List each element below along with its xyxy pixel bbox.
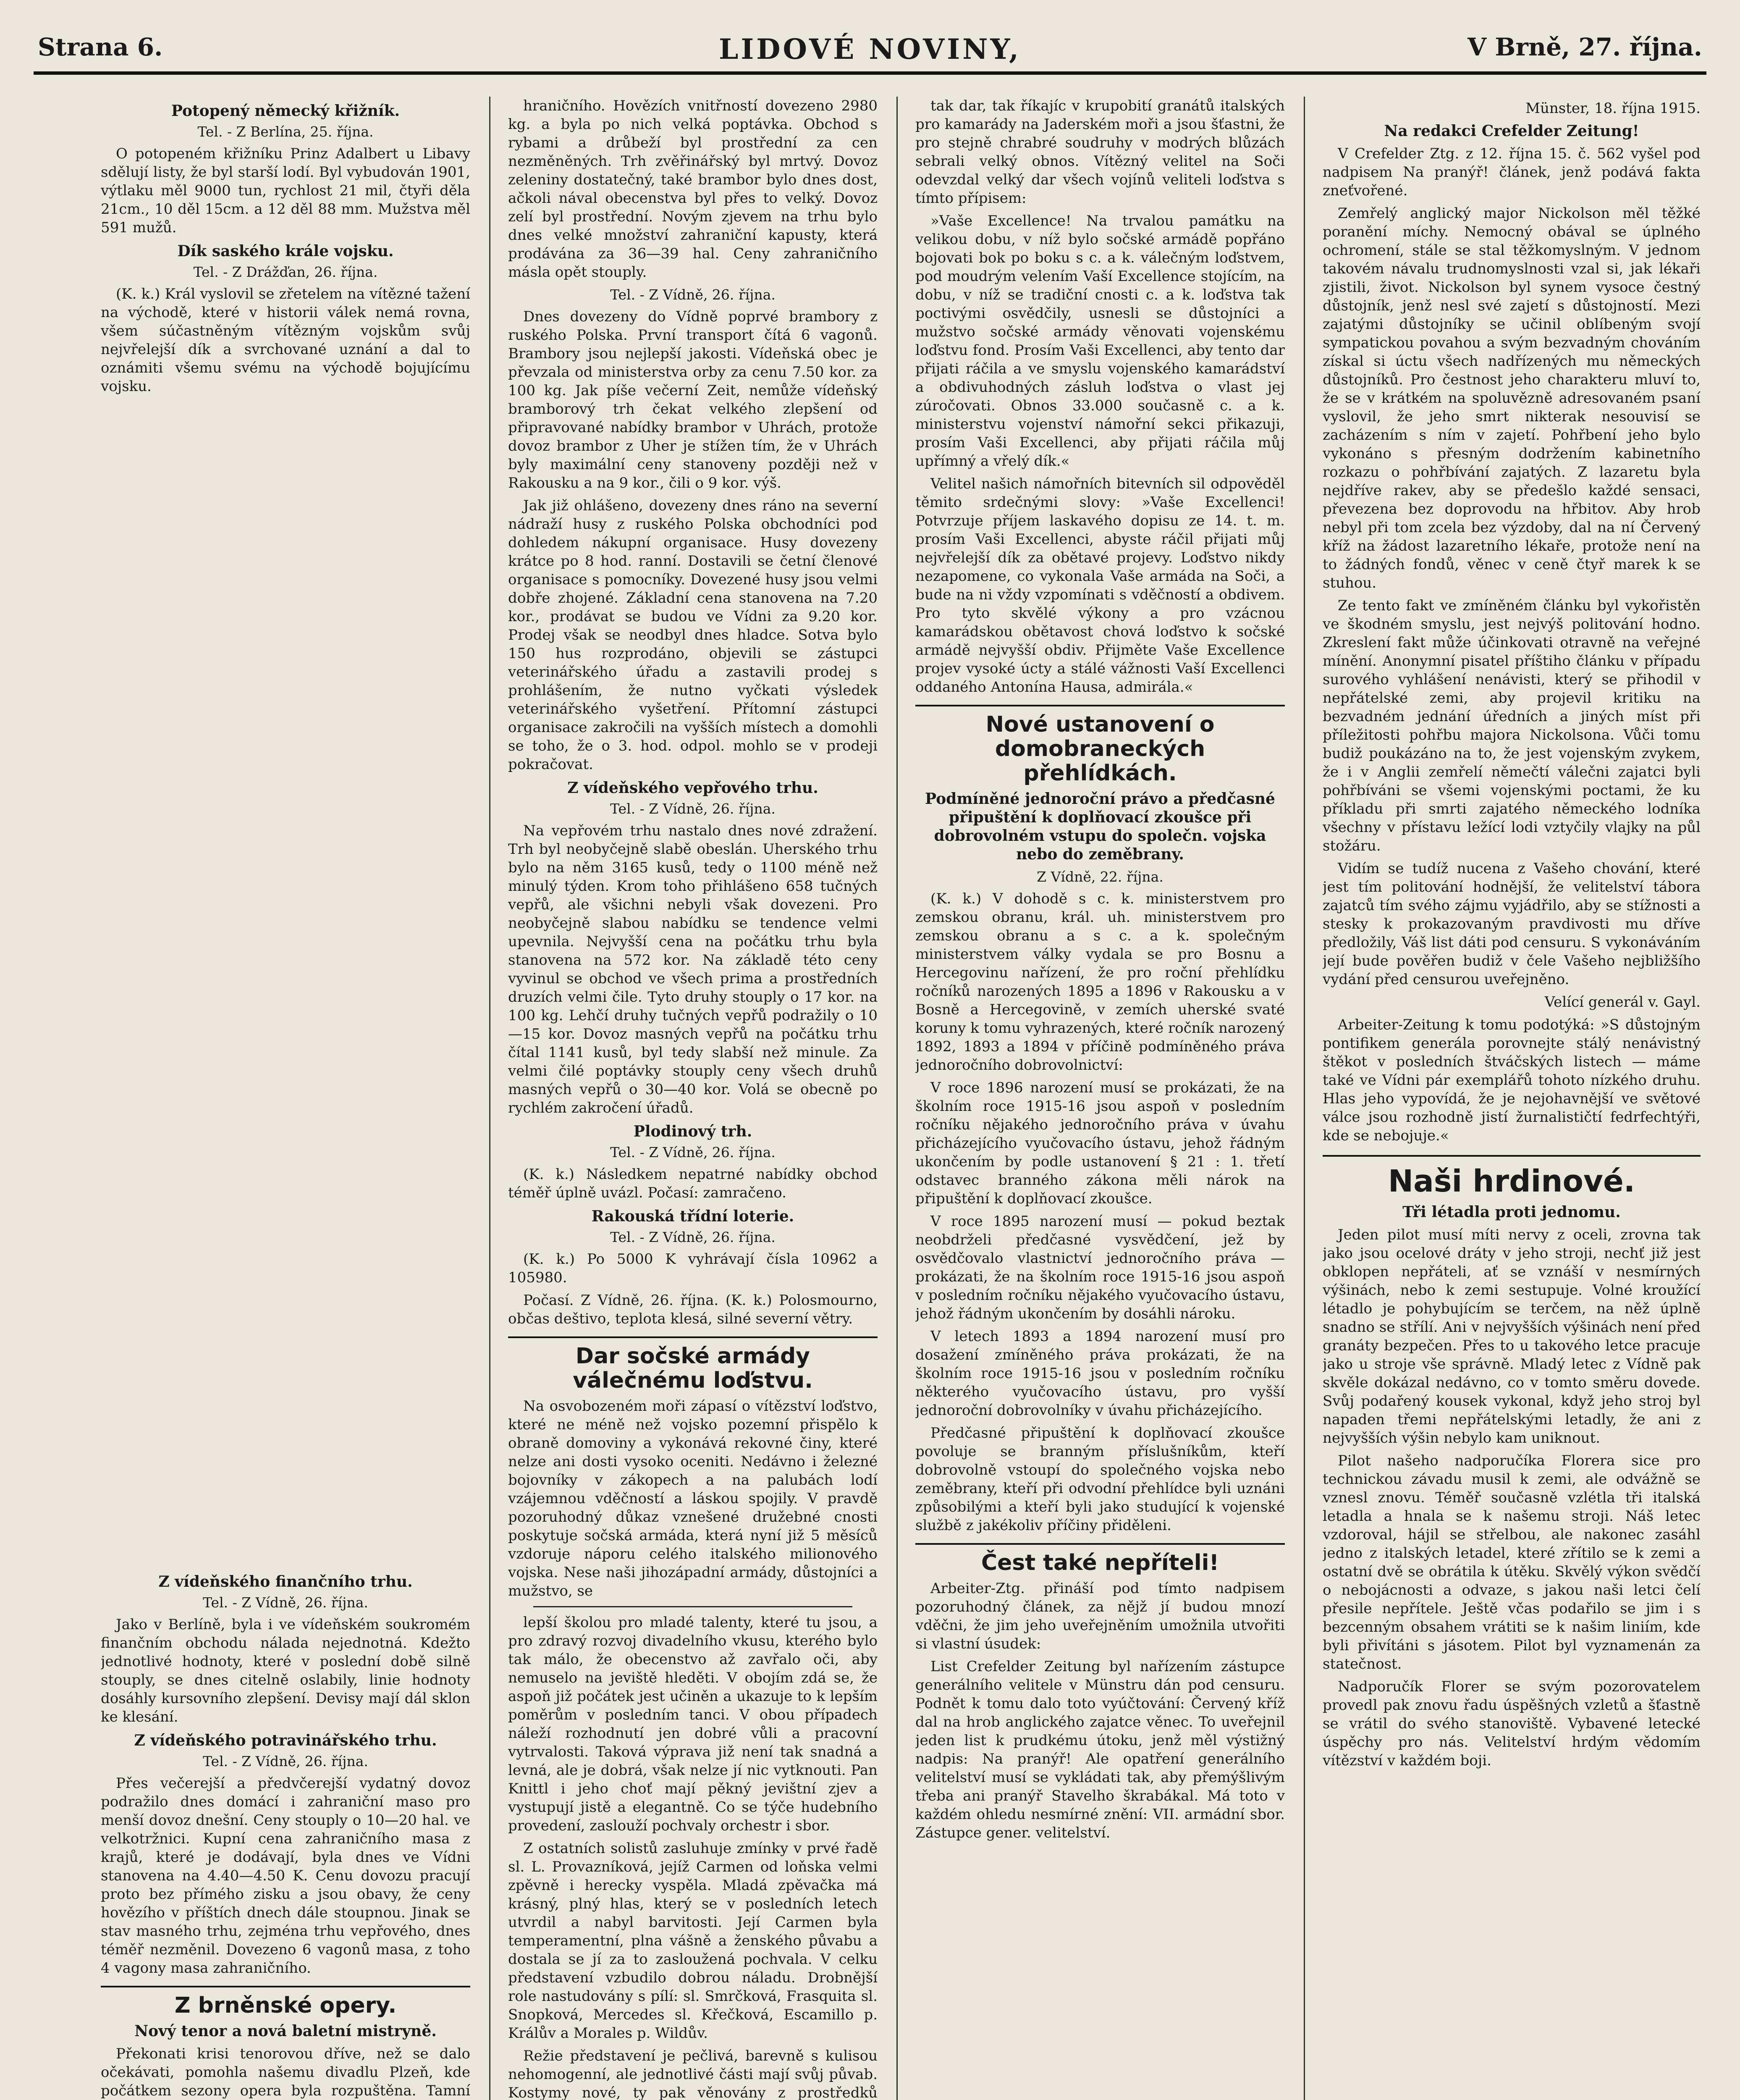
article-title: Plodinový trh. (633, 1123, 752, 1140)
article-paragraph: Režie představení je pečlivá, barevně s kulisou nehomogenní, ale jednotlivé části mají svůj půvab. Kostymy nové, ty pak věnovány z prostředků (508, 2048, 878, 2100)
article-paragraph: (K. k.) Po 5000 K vyhrávají čísla 10962 a 105980. (508, 1251, 878, 1286)
article-paragraph: V roce 1895 narození musí — pokud beztak neobdrželi předčasné vysvědčení, jež by osvědčovalo vlastnictví jednoročního práva — prokázati, že na školním roce 1915-16 jsou aspoň v posledním ročníku nějakého vyučovacího ústavu, jehož řádným ukončením by dosáhli nároku. (915, 1213, 1285, 1322)
dateline: Tel. - Z Vídně, 26. října. (610, 1144, 776, 1160)
column-3 (915, 97, 1285, 2100)
article-paragraph: Velitel našich námořních bitevních sil odpověděl těmito srdečnými slovy: »Vaše Excellenci! Potvrzuje příjem laskavého dopisu ze 14. t. m. prosím Vaši Excellenci, abyste ráčil přijati můj nejvřelejší dík za obětavé projevy. Loďstvo nikdy nezapomene, co vykonala Vaše armáda na Soči, a bude na ni vždy vzpomínati s vděčností a obdivem. Pro tyto skvělé výkony a pro vzácnou kamarádskou obětavost chová loďstvo k sočské armádě nejvyšší obdiv. Přijměte Vaše Excellence projev vysoké úcty a stálé vážnosti Vaší Excellenci oddaného Antonína Hausa, admirála.« (915, 475, 1285, 696)
article-paragraph: Na osvobozeném moři zápasí o vítězství loďstvo, které ne méně než vojsko pozemní přispělo k obraně domoviny a vykonává rekovné činy, které nelze ani dosti vysoko oceniti. Nedávno i železné bojovníky v zákopech a na palubách lodí vzájemnou vděčností a láskou spojily. V pravdě pozoruhodný důkaz vznešené družebné cnosti poskytuje sočská armáda, která nyní již 5 měsíců vzdoruje náporu celého italského milionového vojska. Nese naši jihozápadní armády, důstojníci a mužstvo, se (508, 1398, 878, 1599)
opera-headline: Z brněnské opery. (101, 1986, 470, 2018)
article-paragraph: tak dar, tak říkajíc v krupobití granátů italských pro kamarády na Jaderském moři a jsou šťastni, že pro stejně chrabré soudruhy v modrých blůzách sebrali velký obnos. Vítězný velitel na Soči odevzdal velký dar všech vojínů veliteli loďstva s tímto přípisem: (915, 97, 1285, 207)
article-paragraph: Jeden pilot musí míti nervy z oceli, zrovna tak jako jsou ocelové dráty v jeho stroji, nechť již jest obklopen nepřáteli, ať se vznáší v nesmírných výšinách, nebo k zemi sestupuje. Volné kroužící létadlo je pohybujícím se terčem, na něž úplně snadno se střílí. Ani v nejvyšších výšinách není před granáty bezpečen. Přes to u takového letce pracuje jako u stroje vše správně. Mladý letec z Vídně pak skvěle dokázal nedávno, co v tomto směru dovede. Svůj podařený kousek vykonal, když jeho stroj byl napaden třemi nepřátelskými letadly, že ani z nejvyšších výšin nebylo kam uniknout. (1323, 1226, 1701, 1446)
signature: Velící generál v. Gayl. (1544, 994, 1701, 1011)
article-paragraph: Jak již ohlášeno, dovezeny dnes ráno na severní nádraží husy z ruského Polska obchodníci pod dohledem nákupní organisace. Husy dovezeny krátce po 8 hod. ranní. Dostavili se četní členové organisace s pomocníky. Dovezené husy jsou velmi dobře zhojené. Základní cena stanovena na 7.20 kor., prodávat se budou ve Vídni za 9.20 kor. Prodej však se neodbyl dnes hladce. Sotva bylo 150 hus rozprodáno, objevili se zástupci veterinářského úřadu a zastavili prodej s prohlášením, že nutno vyčkati výsledek veterinářského vyšetření. Přítomní zástupci organisace zakročili na vyšších místech a domohli se toho, že o 3. hod. odpol. mohlo se v prodeji pokračovat. (508, 497, 878, 773)
column-2 (508, 97, 878, 2100)
article-paragraph: Předčasné připuštění k doplňovací zkoušce povoluje se branným příslušníkům, kteří dobrovolně vstoupí do společného vojska nebo zeměbrany, kteří při odvodní přehlídce byli uznáni způsobilými a kteří byli jako studující k vojenské službě z jakékoliv příčiny přiděleni. (915, 1425, 1285, 1534)
letter-addressee: Na redakci Crefelder Zeitung! (1384, 122, 1639, 140)
article-paragraph: (K. k.) V dohodě s c. k. ministerstvem pro zemskou obranu, král. uh. ministerstvem pro zemskou obranu a s c. a k. společným ministerstvem války vydala se pro Bosnu a Hercegovinu nařízení, že pro roční přehlídku ročníků narozených 1895 a 1896 v Rakousku a v Bosně a Hercegovině, v zemích uherské svaté koruny k tomu vyhrazených, které ročník narozený 1892, 1893 a 1894 v příčině podmíněného práva jednoročního dobrovolnictví: (915, 890, 1285, 1074)
column-rule (489, 97, 490, 2100)
article-title: Z vídeňského vepřového trhu. (567, 779, 818, 797)
dateline: Tel. - Z Vídně, 26. října. (610, 286, 776, 303)
blank-area (101, 400, 470, 1567)
article-paragraph: Arbeiter-Ztg. přináší pod tímto nadpisem pozoruhodný článek, za nějž jí budou mnozí vděčni, že jim jeho uveřejněním umožnila utvořiti si vlastní úsudek: (915, 1580, 1285, 1652)
article-paragraph: Dnes dovezeny do Vídně poprvé brambory z ruského Polska. První transport čítá 6 vagonů. Brambory jsou nejlepší jakosti. Vídeňská obec je převzala od ministerstva orby za cenu 7.50 kor. za 100 kg. Jak píše večerní Zeit, nemůže vídeňský bramborový trh čekat velkého zlepšení od připravované nabídky brambor v Uhrách, protože dovoz brambor z Uher je stížen tím, že v Uhrách byly maximální ceny stanoveny později než v Rakousku a na 9 kor., čili o 9 kor. výš. (508, 308, 878, 491)
navy-headline: Dar sočské armády válečnému loďstvu. (508, 1336, 878, 1393)
article-paragraph: »Vaše Excellence! Na trvalou památku na velikou dobu, v níž bylo sočské armádě popřáno bojovati bok po boku s c. a k. válečným loďstvem, pod moudrým velením Vaší Excellence stojícím, na dobu, v níž se tradiční cnosti c. a k. loďstva tak poctivými osvědčily, usnesli se důstojníci a mužstvo sočské armády věnovati vojenskému loďstvu fond. Prosím Vaši Excellenci, aby tento dar přijati ráčila a ve smyslu vojenského kamarádství a obdivuhodných zásluh loďstva o vlast jej zúročovati. Obnos 33.000 současně c. a k. ministerstvu vojenství námořní sekci přikazuji, prosím Vaši Excellenci, aby přijati ráčila můj upřímný a vřelý dík.« (915, 213, 1285, 470)
article-paragraph: Z ostatních solistů zasluhuje zmínky v prvé řadě sl. L. Provazníková, jejíž Carmen od loňska velmi zpěvně i herecky vyspěla. Mladá zpěvačka má krásný, plný hlas, který se v posledních letech utvrdil a nabyl barvitosti. Její Carmen byla temperamentní, plna vášně a ženského půvabu a dostala se jí za to zasloužená pochvala. V celku představení vzbudilo dobrou náladu. Drobnější role nastudovány s pílí: sl. Smrčková, Frasquita sl. Snopková, Mercedes sl. Křečková, Escamillo p. Králův a Morales p. Wildův. (508, 1840, 878, 2042)
article-paragraph: Na vepřovém trhu nastalo dnes nové zdražení. Trh byl neobyčejně slabě obeslán. Uherského trhu bylo na něm 3165 kusů, tedy o 1100 méně než minulý týden. Krom toho přihlášeno 658 tučných vepřů, ale všichni nebyli však dovezeni. Pro neobyčejně slabou nabídku se tendence velmi upevnila. Nejvyšší cena na počátku trhu byla stanovena na 572 kor. Na základě této ceny vyvinul se obchod ve všech prima a prostředních druzích velmi čile. Tyto druhy stouply o 17 kor. na 100 kg. Lehčí druhy tučných vepřů podražily o 10—15 kor. Dovoz masných vepřů na počátku trhu čítal 1141 kusů, byl tedy slabší než minule. Za velmi čilé poptávky stouply ceny všech druhů masných vepřů o 30—40 kor. Volá se obecně po rychlém zakročení úřadů. (508, 822, 878, 1116)
newspaper-title: LIDOVÉ NOVINY, (719, 33, 1021, 66)
issue-date: V Brně, 27. října. (1467, 33, 1702, 61)
article-title: Rakouská třídní loterie. (591, 1208, 794, 1225)
article-paragraph: List Crefelder Zeitung byl nařízením zástupce generálního velitele v Münstru dán pod censuru. Podnět k tomu dalo toto vyúčtování: Červený kříž dal na hrob anglického zajatce věnec. To uveřejnil jeden list k prudkému útoku, jenž měl výstižný nadpis: Na pranýř! Ale opatření generálního velitelství musí se vykládati tak, aby přemýšlivým třeba ani pranýř Stavelho škrabákal. Má toto v každém ohledu nesmírné znění: VII. armádní sbor. Zástupce gener. velitelství. (915, 1658, 1285, 1841)
article-paragraph: hraničního. Hovězích vnitřností dovezeno 2980 kg. a byla po nich velká poptávka. Obchod s rybami a drůbeží byl prostřední za cen nezměněných. Trh zvěřinářský byl mrtvý. Dovoz zeleniny dostatečný, také brambor bylo dnes dost, ačkoli nával obecenstva byl přes to velký. Dovoz zelí byl prostřední. Novým zjevem na trhu bylo dnes velké množství zahraniční kapusty, která prodávána za 36—39 hal. Ceny zahraničního másla opět stouply. (508, 97, 878, 281)
article-paragraph: Vidím se tudíž nucena z Vašeho chování, které jest tím politování hodnější, že velitelství tábora zajatců tím svého zájmu vyjádřilo, aby se stížnosti a stesky k prokazovaným pravdivosti mu dříve předložily, Váš list dáti pod censuru. S vykonáváním její bude pověřen budiž v čele Vašeho nejbližšího vydání před censurou uveřejněno. (1323, 860, 1701, 988)
dateline: Tel. - Z Vídně, 26. října. (610, 801, 776, 817)
masthead (34, 25, 1706, 75)
article-paragraph: V Crefelder Ztg. z 12. října 15. č. 562 vyšel pod nadpisem Na pranýř! článek, jenž podává fakta zneťvořené. (1323, 145, 1701, 199)
column-4 (1323, 97, 1701, 2100)
honor-headline: Čest také nepříteli! (915, 1543, 1285, 1575)
heroes-headline: Naši hrdinové. (1323, 1155, 1701, 1198)
article-paragraph: Přes večerejší a předvčerejší vydatný dovoz podražilo dnes domácí i zahraniční maso pro menší dovoz dnešní. Ceny stouply o 10—20 hal. ve velkotržnici. Kupní cena zahraničního masa z krajů, které je dodávají, byla dnes ve Vídni stanovena na 4.40—4.50 K. Cenu dovozu pracují proto bez přímého zisku a jsou obavy, že ceny hovězího v příštích dnech dále stoupnou. Jinak se stav masného trhu, zejména trhu vepřového, dnes téměř nezměnil. Dovezeno 6 vagonů masa, z toho 4 vagony masa zahraničního. (101, 1775, 470, 1977)
article-paragraph: Překonati krisi tenorovou dříve, než se dalo očekávati, pomohla našemu divadlu Plzeň, kde počátkem sezony opera byla rozpuštěna. Tamní (101, 2045, 470, 2099)
article-paragraph: Ze tento fakt ve zmíněném článku byl vykořistěn ve škodném smyslu, jest nejvýš politování hodno. Zkreslení fakt může účinkovati otravně na veřejné mínění. Anonymní pisatel příštiho článku v případu surového vyhlášení nenávisti, který se přihodil v nepřátelské zemi, aby projevil kritiku na bezvadném jednání úředních a jiných míst při příležitosti pohřbu majora Nickolsona. Vůči tomu budiž poukázáno na to, že jest vojenským zvykem, že i v Anglii zemřelí němečtí válečni zajatci byli pohřbíváni se všemi vojenskými poctami, že ku příkladu při smrti zajatého německého lodníka všechny v přístavu ležící lodi vztyčily vlajky na půl stožáru. (1323, 597, 1701, 854)
article-paragraph: Zemřelý anglický major Nickolson měl těžké poranění míchy. Nemocný obával se úplného ochromení, stále se stal těžkomyslným. V jednom takovém návalu trudnomyslnosti vzal si, jak lékaři zjistili, život. Nickolson byl synem vysoce čestný důstojník, jenž nesl své zajetí s důstojností. Mezi zajatými důstojníky se učinil oblíbeným svojí sympatickou povahou a svým bezvadným chováním získal si úctu všech nadřízených mu německých důstojníků. Pro čestnost jeho charakteru mluví to, že se v krátkém na spoluvězně adresovaném psaní vyslovil, že jeho smrt nikterak nesouvisí se zacházením s ním v zajetí. Pohřbení jeho bylo vykonáno s přesným dodržením kabinetního rozkazu o pohřbívání zajatých. Z lazaretu byla nejdříve rakev, aby se předešlo každé sensaci, převezena bez doprovodu na hřbitov. Aby hrob nebyl při tom zcela bez výzdoby, dal na ní Červený kříž na žádost lazaretního lékaře, protože není na to žádných fondů, věnec v ceně čtyř marek k se stuhou. (1323, 205, 1701, 591)
reform-subheadline: Podmíněné jednoroční právo a předčasné připuštění k doplňovací zkoušce při dobrovolném vstupu do společn. vojska nebo do zeměbrany. (925, 790, 1275, 863)
article-paragraph: lepší školou pro mladé talenty, které tu jsou, a pro zdravý rozvoj divadelního vkusu, kterého bylo tak málo, že obecenstvo až zavřalo oči, aby nemuselo na jeviště hleděti. V obojím zdá se, že aspoň již počátek jest učiněn a ukazuje to k lepším poměrům v posledním tanci. V obou případech náleží rozhodnutí jen dobré vůli a pracovní vytrvalosti. Taková výprava již není tak snadná a levná, ale je dobrá, však nelze jí nic vytknouti. Pan Knittl i jeho choť mají pěkný jevištní zjev a vystupují jistě a elegantně. Co se týče hudebního provedení, zaslouží pochvaly orchestr i sbor. (508, 1614, 878, 1834)
article-paragraph: O potopeném křižníku Prinz Adalbert u Libavy sdělují listy, že byl starší lodí. Byl vybudován 1901, výtlaku měl 9000 tun, rychlost 21 mil, čtyři děla 21cm., 10 děl 15cm. a 12 děl 88 mm. Mužstva měl 591 mužů. (101, 145, 470, 236)
article-title: Z vídeňského finančního trhu. (158, 1573, 413, 1591)
opera-subheadline: Nový tenor a nová baletní mistryně. (134, 2022, 437, 2040)
weather-note: Počasí. Z Vídně, 26. října. (K. k.) Polosmourno, občas deštivo, teplota klesá, silné severní větry. (508, 1292, 878, 1327)
article-paragraph: Jako v Berlíně, byla i ve vídeňském soukromém finančním obchodu nálada nejednotná. Kdežto jednotlivé hodnoty, které v poslední době silně stouply, se dnes citelně oslabily, linie hodnoty dosáhly kursovního zlepšení. Devisy mají dál sklon ke klesání. (101, 1616, 470, 1725)
dateline: Tel. - Z Drážďan, 26. října. (193, 264, 378, 280)
heroes-subheadline: Tři létadla proti jednomu. (1402, 1203, 1621, 1221)
article-title: Z vídeňského potravinářského trhu. (134, 1732, 437, 1749)
dateline: Tel. - Z Vídně, 26. října. (610, 1229, 776, 1245)
article-paragraph: Arbeiter-Zeitung k tomu podotýká: »S důstojným pontifikem generála porovnejte stálý nenávistný štěkot v posledních štváčských listech — máme také ve Vídni pár exemplářů tohoto nízkého druhu. Hlas jeho vypovídá, že je nejohavnější ve světové válce jsou rozhodně jistí žurnalističtí fedrfechtýři, kde se nebojuje.« (1323, 1016, 1701, 1144)
article-title: Dík saského krále vojsku. (177, 242, 394, 260)
dateline: Tel. - Z Vídně, 26. října. (203, 1753, 368, 1769)
article-paragraph: (K. k.) Následkem nepatrné nabídky obchod téměř úplně uvázl. Počasí: zamračeno. (508, 1166, 878, 1201)
dateline: Münster, 18. října 1915. (1525, 100, 1701, 117)
article-paragraph: V roce 1896 narození musí se prokázati, že na školním roce 1915-16 jsou aspoň v posledním ročníku nějakého jednoročního práva v úvahu přicházejícího vyučovacího ústavu, jehož řádným ukončením by podle ustanovení § 21 : 1. třetí odstavec branného zákona měli nárok na připuštění k doplňovací zkoušce. (915, 1079, 1285, 1207)
page-number: Strana 6. (38, 33, 163, 61)
article-title: Potopený německý křižník. (171, 102, 400, 120)
dateline: Z Vídně, 22. října. (1037, 869, 1163, 885)
article-paragraph: Nadporučík Florer se svým pozorovatelem provedl pak znovu řadu úspěšných vzletů a šťastně se vrátil do svého stanoviště. Vybavené letecké úspěchy pro nás. Velitelství hrdým vědomím vítězství v každém boji. (1323, 1678, 1701, 1769)
dateline: Tel. - Z Berlína, 25. října. (197, 123, 374, 140)
article-paragraph: Pilot našeho nadporučíka Florera sice pro technickou závadu musil k zemi, ale odvážně se vznesl znovu. Téměř současně vzlétla tři italská letadla a hnala se k našemu stroji. Náš letec vzdoroval, hájil se střelbou, ale nakonec zasáhl jedno z italských letadel, které zřítilo se k zemi a ostatní dvě se obrátila k útěku. Skvělý výkon svědčí o nebojácnosti a odvaze, s jakou naši letci čelí přesile nepřítele. Ještě včas podařilo se jim i s bezcenným obsahem vrátiti se k našim liniím, kde byli přivítáni s jásotem. Pilot byl vyznamenán za statečnost. (1323, 1452, 1701, 1672)
reform-headline: Nové ustanovení o domobraneckých přehlídkách. (915, 705, 1285, 785)
dateline: Tel. - Z Vídně, 26. října. (203, 1594, 368, 1611)
divider (533, 1606, 852, 1607)
column-1 (101, 97, 470, 2100)
column-rule (896, 97, 898, 2100)
column-rule (1304, 97, 1305, 2100)
article-paragraph: (K. k.) Král vyslovil se zřetelem na vítězné tažení na východě, které v historii válek nemá rovna, všem súčastněným vítězným vojskům svůj nejvřelejší dík a svrchované uznání a dal to oznámiti všemu svému na východě bojujícímu vojsku. (101, 286, 470, 395)
article-paragraph: V letech 1893 a 1894 narození musí pro dosažení zmíněného práva prokázati, že na školním roce 1915-16 jsou v posledním ročníku některého vyučovacího ústavu, pro vyšší jednoroční dobrovolníky v úvahu přicházejícího. (915, 1328, 1285, 1419)
